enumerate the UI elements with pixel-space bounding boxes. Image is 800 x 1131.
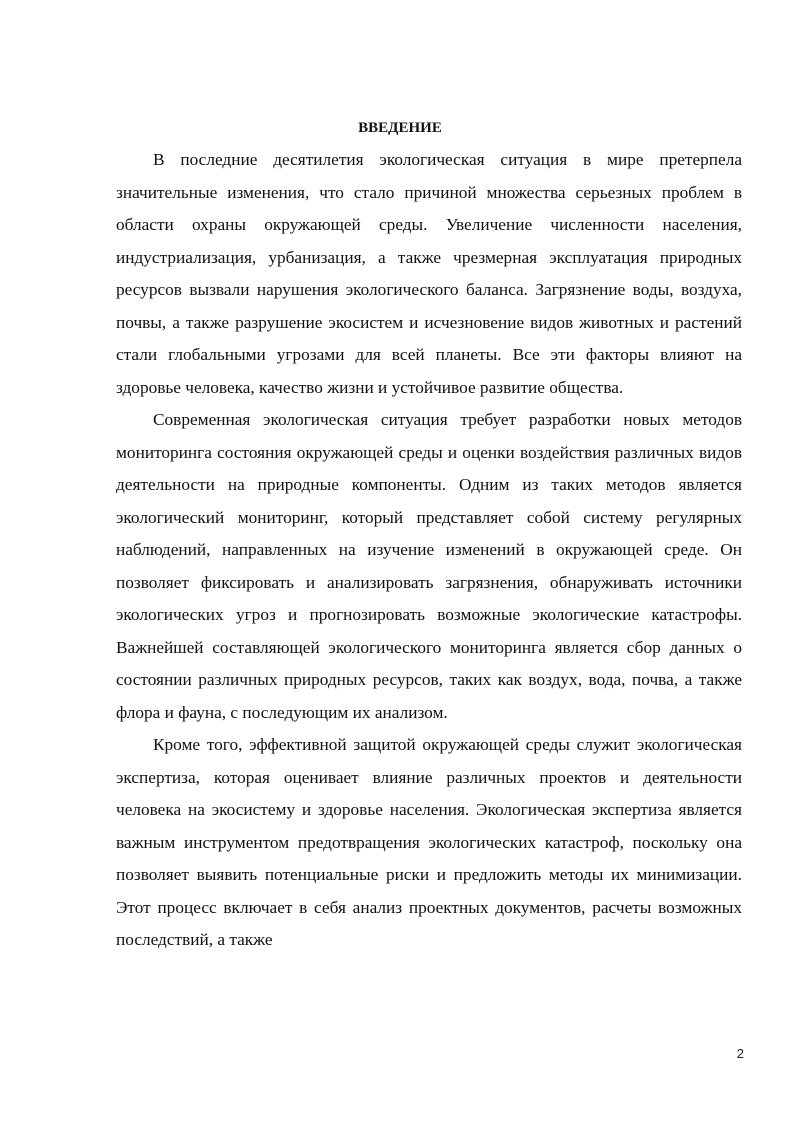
paragraph-3: Кроме того, эффективной защитой окружающей среды служит экологическая экспертиза, которая оценивает влияние различных проектов и деятельности человека на экосистему и здоровье населения. Экологическая экспертиза является важным инструментом предотвращения экологических катастроф, поскольку она позволяет выявить потенциальные риски и предложить методы их минимизации. Этот процесс включает в себя анализ проектных документов, расчеты возможных последствий, а также [116,735,742,949]
page-title: ВВЕДЕНИЕ [358,120,442,136]
document-body [116,144,742,957]
paragraph-1: В последние десятилетия экологическая ситуация в мире претерпела значительные изменения, что стало причиной множества серьезных проблем в области охраны окружающей среды. Увеличение численности населения, индустриализация, урбанизация, а также чрезмерная эксплуатация природных ресурсов вызвали нарушения экологического баланса. Загрязнение воды, воздуха, почвы, а также разрушение экосистем и исчезновение видов животных и растений стали глобальными угрозами для всей планеты. Все эти факторы влияют на здоровье человека, качество жизни и устойчивое развитие общества. [116,150,742,397]
paragraph-2: Современная экологическая ситуация требует разработки новых методов мониторинга состояния окружающей среды и оценки воздействия различных видов деятельности на природные компоненты. Одним из таких методов является экологический мониторинг, который представляет собой систему регулярных наблюдений, направленных на изучение изменений в окружающей среде. Он позволяет фиксировать и анализировать загрязнения, обнаруживать источники экологических угроз и прогнозировать возможные экологические катастрофы. Важнейшей составляющей экологического мониторинга является сбор данных о состоянии различных природных ресурсов, таких как воздух, вода, почва, а также флора и фауна, с последующим их анализом. [116,410,742,722]
page-number: 2 [736,1046,744,1061]
